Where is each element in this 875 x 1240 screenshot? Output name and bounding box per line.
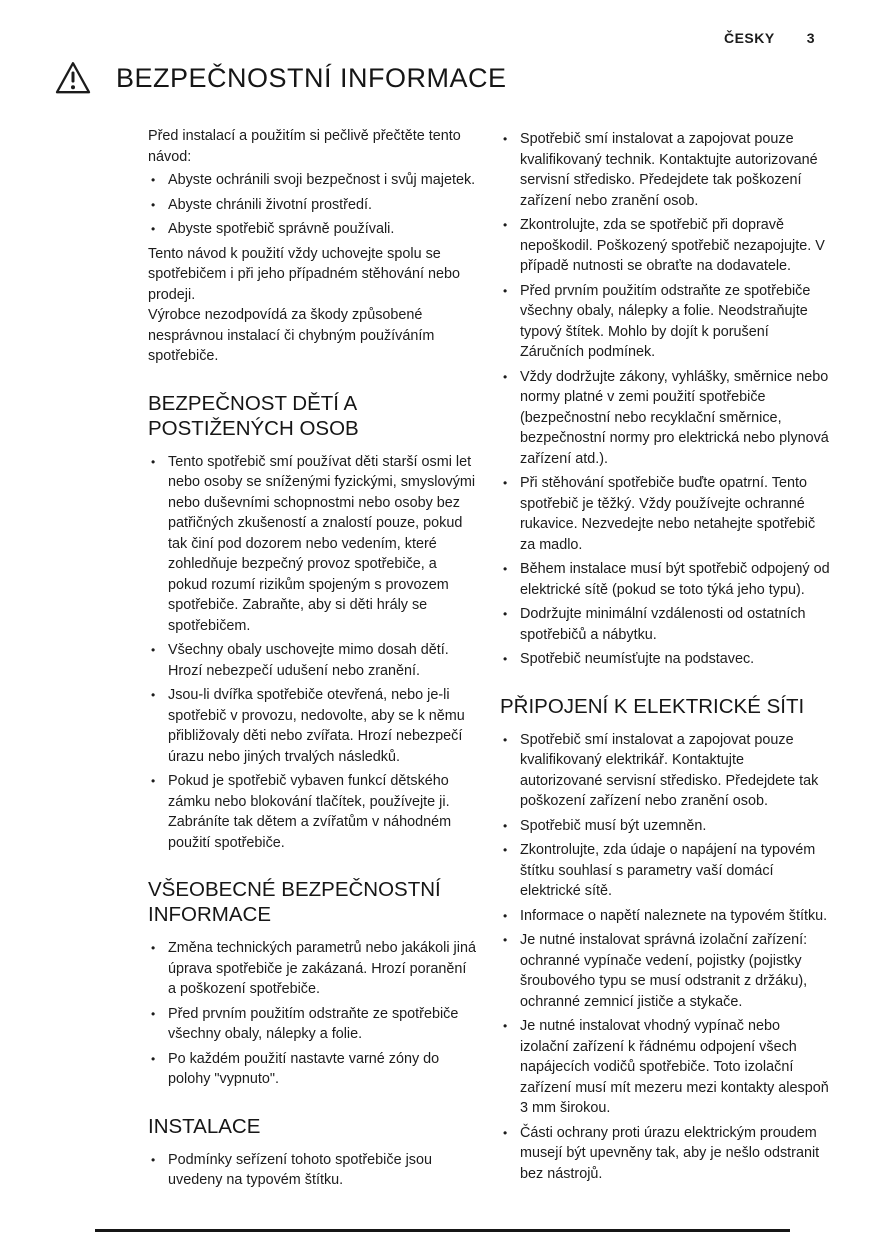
page-number: 3 xyxy=(806,30,815,46)
bullet-item: • Zkontrolujte, zda se spotřebič při dopravě nepoškodil. Poškozený spotřebič nezapojujte. V případě nutnosti se obraťte na dodavatele. xyxy=(500,215,830,277)
bullet-item: • Spotřebič neumísťujte na podstavec. xyxy=(500,649,830,670)
bullet-item: • Je nutné instalovat vhodný vypínač nebo izolační zařízení k řádnému odpojení všech napájecích vodičů spotřebiče. Toto izolační zařízení musí mít mezeru mezi kontakty alespoň 3 mm širokou. xyxy=(500,1016,830,1119)
page-bottom-rule xyxy=(95,1229,790,1232)
content-columns xyxy=(148,126,830,1195)
left-column xyxy=(148,126,478,1195)
language-label: ČESKY xyxy=(723,30,775,46)
bullet-item: • Při stěhování spotřebiče buďte opatrní. Tento spotřebič je těžký. Vždy používejte ochranné rukavice. Nezvedejte nebo netahejte spotřebič za madlo. xyxy=(500,473,830,555)
bullet-item: • Je nutné instalovat správná izolační zařízení: ochranné vypínače vedení, pojistky (pojistky šroubového typu se musí odstranit z držáku), ochranné zemnicí jističe a stykače. xyxy=(500,930,830,1012)
bullet-item: • Po každém použití nastavte varné zóny do polohy "vypnuto". xyxy=(148,1049,478,1090)
bullet-item: • Jsou-li dvířka spotřebiče otevřená, nebo je-li spotřebič v provozu, nedovolte, aby se k němu přibližovaly děti nebo zvířata. Hrozí nebezpečí úrazu nebo jiných trvalých následků. xyxy=(148,685,478,767)
warning-icon xyxy=(54,60,92,96)
bullet-item: • Spotřebič smí instalovat a zapojovat pouze kvalifikovaný technik. Kontaktujte autorizované servisní středisko. Předejdete tak poškození zařízení nebo zranění osob. xyxy=(500,129,830,211)
bullet-item: • Abyste ochránili svoji bezpečnost i svůj majetek. xyxy=(148,170,478,191)
running-header xyxy=(724,30,815,46)
bullet-item: • Před prvním použitím odstraňte ze spotřebiče všechny obaly, nálepky a folie. xyxy=(148,1004,478,1045)
bullet-list xyxy=(148,170,478,240)
section-heading: VŠEOBECNÉ BEZPEČNOSTNÍ INFORMACE xyxy=(148,878,441,926)
section-heading: INSTALACE xyxy=(148,1114,261,1138)
paragraph: Tento návod k použití vždy uchovejte spolu se spotřebičem i při jeho případném stěhování nebo prodeji. xyxy=(148,245,460,303)
bullet-list xyxy=(148,1150,478,1191)
title-row xyxy=(54,60,507,96)
bullet-item: • Informace o napětí naleznete na typovém štítku. xyxy=(500,906,830,927)
bullet-list xyxy=(148,452,478,854)
page-title: BEZPEČNOSTNÍ INFORMACE xyxy=(116,62,507,93)
paragraph: Výrobce nezodpovídá za škody způsobené nesprávnou instalací či chybným používáním spotřebiče. xyxy=(148,307,435,364)
bullet-item: • Tento spotřebič smí používat děti starší osmi let nebo osoby se sníženými fyzickými, smyslovými nebo duševními schopnostmi nebo osoby bez patřičných zkušeností a znalostí pouze, pokud tak činí pod dozorem nebo vedením, které zohledňuje bezpečný provoz spotřebiče, a pokud rozumí rizikům spojeným s provozem spotřebiče. Zabraňte, aby si děti hrály se spotřebičem. xyxy=(148,452,478,637)
bullet-item: • Části ochrany proti úrazu elektrickým proudem musejí být upevněny tak, aby je nešlo odstranit bez nástrojů. xyxy=(500,1123,830,1185)
bullet-item: • Zkontrolujte, zda údaje o napájení na typovém štítku souhlasí s parametry vaší domácí elektrické sítě. xyxy=(500,840,830,902)
bullet-item: • Pokud je spotřebič vybaven funkcí dětského zámku nebo blokování tlačítek, používejte ji. Zabráníte tak dětem a zvířatům v náhodném použití spotřebiče. xyxy=(148,771,478,853)
bullet-list xyxy=(500,129,830,670)
bullet-item: • Podmínky seřízení tohoto spotřebiče jsou uvedeny na typovém štítku. xyxy=(148,1150,478,1191)
bullet-list xyxy=(500,730,830,1185)
bullet-item: • Před prvním použitím odstraňte ze spotřebiče všechny obaly, nálepky a folie. Neodstraňujte typový štítek. Mohlo by dojít k porušení Záručních podmínek. xyxy=(500,281,830,363)
paragraph: Před instalací a použitím si pečlivě přečtěte tento návod: xyxy=(148,128,461,165)
right-column xyxy=(500,126,830,1195)
section-heading: PŘIPOJENÍ K ELEKTRICKÉ SÍTI xyxy=(500,694,805,718)
section-heading: BEZPEČNOST DĚTÍ A POSTIŽENÝCH OSOB xyxy=(148,391,359,440)
bullet-item: • Spotřebič musí být uzemněn. xyxy=(500,816,830,837)
bullet-item: • Změna technických parametrů nebo jakákoli jiná úprava spotřebiče je zakázaná. Hrozí poranění a poškození spotřebiče. xyxy=(148,938,478,1000)
bullet-item: • Spotřebič smí instalovat a zapojovat pouze kvalifikovaný elektrikář. Kontaktujte autorizované servisní středisko. Předejdete tak poškození zařízení nebo zranění osob. xyxy=(500,730,830,812)
bullet-item: • Během instalace musí být spotřebič odpojený od elektrické sítě (pokud se toto týká jeho typu). xyxy=(500,559,830,600)
bullet-item: • Vždy dodržujte zákony, vyhlášky, směrnice nebo normy platné v zemi použití spotřebiče (bezpečnostní nebo recyklační směrnice, bezpečnostní normy pro elektrická nebo plynová zařízení atd.). xyxy=(500,367,830,470)
bullet-item: • Dodržujte minimální vzdálenosti od ostatních spotřebičů a nábytku. xyxy=(500,604,830,645)
bullet-list xyxy=(148,938,478,1090)
bullet-item: • Abyste chránili životní prostředí. xyxy=(148,195,478,216)
bullet-item: • Abyste spotřebič správně používali. xyxy=(148,219,478,240)
bullet-item: • Všechny obaly uschovejte mimo dosah dětí. Hrozí nebezpečí udušení nebo zranění. xyxy=(148,640,478,681)
